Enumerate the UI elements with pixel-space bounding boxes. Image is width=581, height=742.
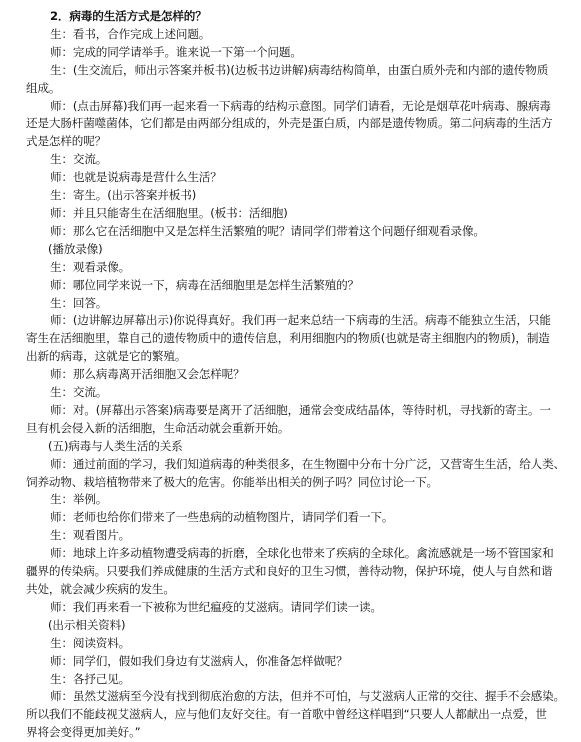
text-line: 生：各抒己见。 <box>50 671 131 686</box>
text-line: 师：完成的同学请举手。谁来说一下第一个问题。 <box>50 44 302 59</box>
text-line: 还是大肠杆菌噬菌体，它们都是由两部分组成的，外壳是蛋白质，内部是遗传物质。第二问病毒的生活方 <box>26 116 553 131</box>
text-line: 生：交流。 <box>50 385 108 400</box>
text-line: 生：寄生。(出示答案并板书) <box>50 188 197 203</box>
text-line: 师：地球上许多动植物遭受病毒的折磨，全球化也带来了疾病的全球化。禽流感就是一场不管国家和 <box>50 546 554 561</box>
section-heading: 2．病毒的生活方式是怎样的？ <box>50 9 207 23</box>
text-line: (出示相关资料) <box>48 617 126 632</box>
text-line: 师：那么它在活细胞中又是怎样生活繁殖的呢？请同学们带着这个问题仔细观看录像。 <box>50 223 485 238</box>
text-line: 师：(边讲解边屏幕出示)你说得真好。我们再一起来总结一下病毒的生活。病毒不能独立生活，只能 <box>50 313 551 328</box>
text-line: 师：哪位同学来说一下，病毒在活细胞里是怎样生活繁殖的？ <box>50 277 359 292</box>
text-line: 旦有机会侵入新的活细胞，生命活动就会重新开始。 <box>26 420 290 435</box>
text-line: 师：并且只能寄生在活细胞里。(板书：活细胞) <box>50 205 288 220</box>
text-line: 生：回答。 <box>50 295 108 310</box>
text-line: 生：观看录像。 <box>50 259 131 274</box>
text-line: 师：我们再来看一下被称为世纪瘟疫的艾滋病。请同学们读一读。 <box>50 599 382 614</box>
text-line: 式是怎样的呢？ <box>26 134 107 149</box>
text-line: 组成。 <box>26 80 61 95</box>
text-line: 生：看书，合作完成上述问题。 <box>50 26 211 41</box>
text-line: 师：同学们，假如我们身边有艾滋病人，你准备怎样做呢？ <box>50 653 348 668</box>
text-line: 师：通过前面的学习，我们知道病毒的种类很多，在生物圈中分布十分广泛，又营寄生生活，给人类、 <box>50 456 565 471</box>
text-line: 饲养动物、栽培植物带来了极大的危害。你能举出相关的例子吗？同位讨论一下。 <box>26 474 438 489</box>
text-line: 师：虽然艾滋病至今没有找到彻底治愈的方法，但并不可怕，与艾滋病人正常的交往、握手不会感染。 <box>50 689 565 704</box>
section-heading: (五)病毒与人类生活的关系 <box>48 438 183 453</box>
text-line: 寄生在活细胞里，靠自己的遗传物质中的遗传信息，利用细胞内的物质(也就是寄主细胞内的物质)，制造 <box>26 331 550 346</box>
text-line: 生：阅读资料。 <box>50 635 131 650</box>
text-line: 师：对。(屏幕出示答案)病毒要是离开了活细胞，通常会变成结晶体，等待时机，寻找新的寄主。一 <box>50 402 551 417</box>
text-line: 共处，就会减少疾病的发生。 <box>26 582 175 596</box>
text-line: 疆界的传染病。只要我们养成健康的生活方式和良好的卫生习惯，善待动物，保护环境，使人与自然和谐 <box>26 564 553 579</box>
text-line: 师：那么病毒离开活细胞又会怎样呢？ <box>50 367 245 382</box>
text-line: 界将会变得更加美好。” <box>26 725 141 740</box>
text-line: 师：(点击屏幕)我们再一起来看一下病毒的结构示意图。同学们请看，无论是烟草花叶病毒、腺病毒 <box>50 98 551 113</box>
text-line: 生：观看图片。 <box>50 528 131 543</box>
text-line: 师：老师也给你们带来了一些患病的动植物图片，请同学们看一下。 <box>50 510 394 525</box>
text-line: (播放录像) <box>48 241 103 256</box>
text-line: 生：(生交流后，师出示答案并板书)(边板书边讲解)病毒结构简单，由蛋白质外壳和内部的遗传物质 <box>50 62 549 77</box>
text-line: 生：举例。 <box>50 492 108 507</box>
text-line: 所以我们不能歧视艾滋病人，应与他们友好交往。有一首歌中曾经这样唱到“只要人人都献出一点爱，世 <box>26 707 547 722</box>
text-line: 出新的病毒，这就是它的繁殖。 <box>26 349 187 364</box>
text-line: 师：也就是说病毒是营什么生活？ <box>50 170 222 185</box>
text-line: 生：交流。 <box>50 152 108 167</box>
